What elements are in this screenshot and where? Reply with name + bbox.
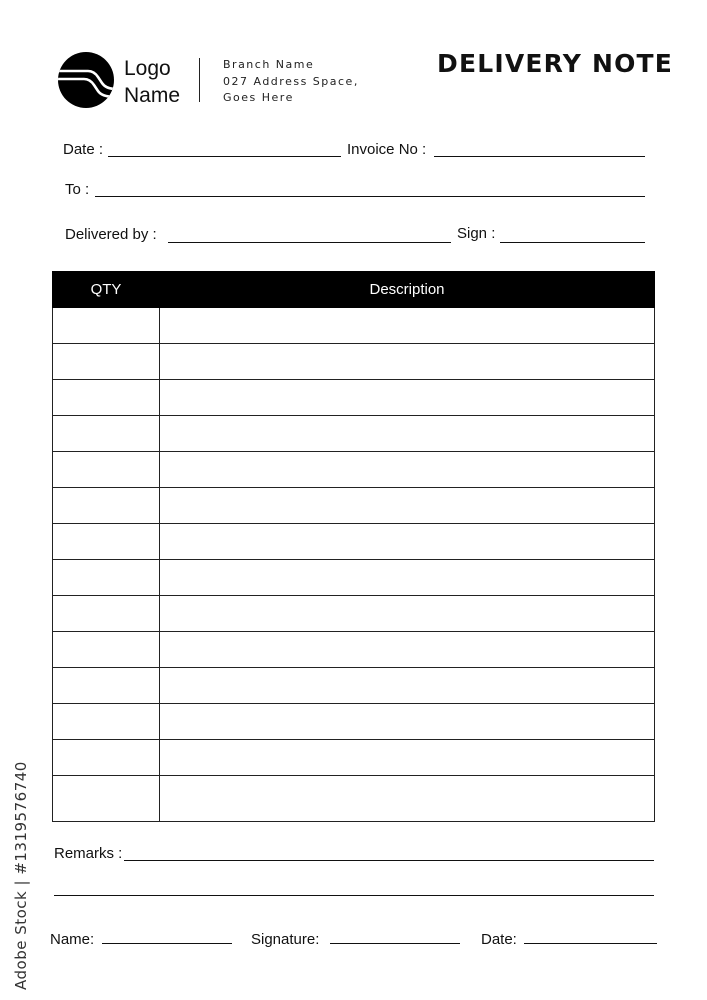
table-row: [53, 560, 655, 596]
description-header: Description: [160, 272, 655, 308]
qty-cell[interactable]: [53, 560, 160, 596]
description-cell[interactable]: [160, 560, 655, 596]
qty-cell[interactable]: [53, 776, 160, 822]
table-header-row: [53, 272, 655, 308]
to-field[interactable]: [95, 196, 645, 197]
description-cell[interactable]: [160, 704, 655, 740]
name-label: Name:: [50, 931, 95, 948]
logo-name: [124, 55, 180, 109]
logo-mark-icon: [58, 52, 114, 108]
remarks-field[interactable]: [124, 860, 654, 861]
qty-cell[interactable]: [53, 704, 160, 740]
delivered-by-field[interactable]: [168, 242, 451, 243]
date-label: Date :: [63, 141, 104, 158]
branch-info: [223, 57, 359, 107]
qty-cell[interactable]: [53, 452, 160, 488]
qty-cell[interactable]: [53, 596, 160, 632]
sign-label: Sign :: [457, 225, 496, 242]
table-row: [53, 596, 655, 632]
logo-line-1: Logo: [124, 57, 171, 80]
table-row: [53, 416, 655, 452]
table-row: [53, 380, 655, 416]
address-line-1: 027 Address Space,: [223, 74, 359, 88]
description-cell[interactable]: [160, 632, 655, 668]
description-cell[interactable]: [160, 380, 655, 416]
qty-cell[interactable]: [53, 632, 160, 668]
qty-cell[interactable]: [53, 524, 160, 560]
table-row: [53, 488, 655, 524]
table-row: [53, 308, 655, 344]
remarks-label: Remarks :: [54, 845, 123, 862]
description-cell[interactable]: [160, 452, 655, 488]
qty-cell[interactable]: [53, 668, 160, 704]
stock-watermark: Adobe Stock | #1319576740: [12, 761, 30, 990]
branch-name: Branch Name: [223, 58, 315, 71]
items-table: [52, 271, 655, 822]
qty-cell[interactable]: [53, 344, 160, 380]
table-row: [53, 668, 655, 704]
table-row: [53, 740, 655, 776]
footer-date-field[interactable]: [524, 943, 657, 944]
document-title: DELIVERY NOTE: [437, 49, 674, 78]
logo-line-2: Name: [124, 84, 181, 107]
footer-date-label: Date:: [481, 931, 517, 948]
description-cell[interactable]: [160, 740, 655, 776]
description-cell[interactable]: [160, 776, 655, 822]
qty-cell[interactable]: [53, 416, 160, 452]
qty-cell[interactable]: [53, 488, 160, 524]
qty-header: QTY: [53, 272, 160, 308]
description-cell[interactable]: [160, 596, 655, 632]
description-cell[interactable]: [160, 416, 655, 452]
table-row: [53, 344, 655, 380]
to-label: To :: [65, 181, 90, 198]
signature-field[interactable]: [330, 943, 460, 944]
description-cell[interactable]: [160, 344, 655, 380]
signature-label: Signature:: [251, 931, 320, 948]
name-field[interactable]: [102, 943, 232, 944]
table-row: [53, 524, 655, 560]
items-body: [53, 308, 655, 822]
description-cell[interactable]: [160, 488, 655, 524]
invoice-no-field[interactable]: [434, 156, 645, 157]
delivered-by-label: Delivered by :: [65, 226, 157, 243]
table-row: [53, 776, 655, 822]
address-line-2: Goes Here: [223, 91, 294, 104]
description-cell[interactable]: [160, 524, 655, 560]
table-row: [53, 452, 655, 488]
sign-field[interactable]: [500, 242, 645, 243]
table-row: [53, 632, 655, 668]
qty-cell[interactable]: [53, 380, 160, 416]
invoice-no-label: Invoice No :: [347, 141, 427, 158]
table-row: [53, 704, 655, 740]
remarks-field-line-2[interactable]: [54, 895, 654, 896]
qty-cell[interactable]: [53, 308, 160, 344]
qty-cell[interactable]: [53, 740, 160, 776]
description-cell[interactable]: [160, 308, 655, 344]
logo-divider: [199, 58, 200, 102]
date-field[interactable]: [108, 156, 341, 157]
description-cell[interactable]: [160, 668, 655, 704]
